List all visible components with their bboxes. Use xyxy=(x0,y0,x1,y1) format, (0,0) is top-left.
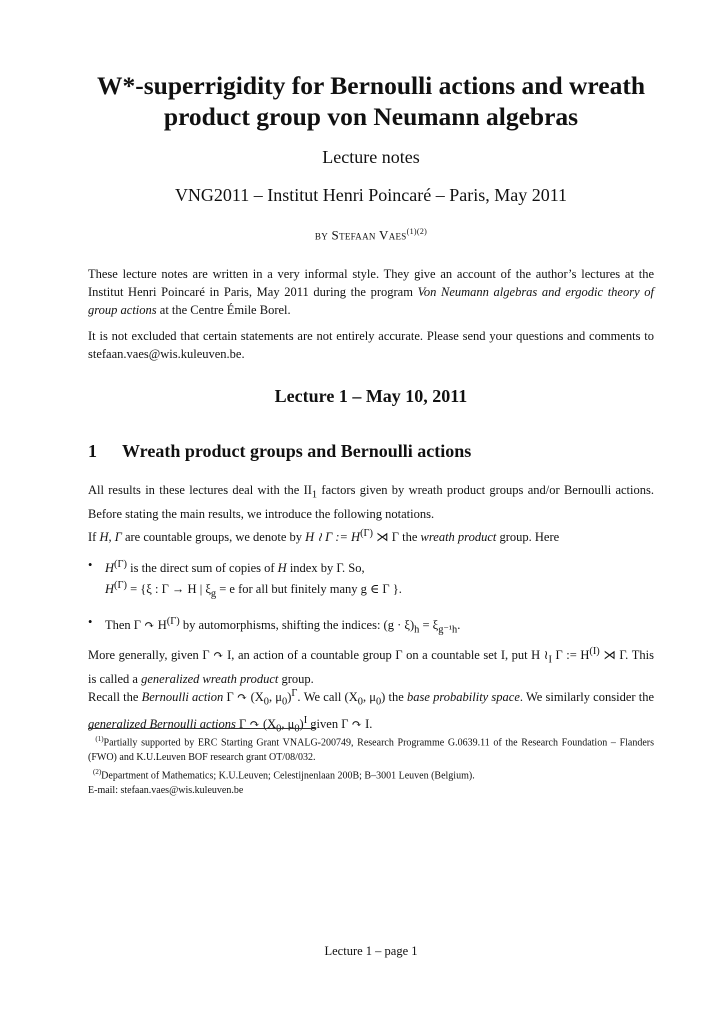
footnote-1 xyxy=(88,732,654,765)
subscript: 0 xyxy=(276,723,282,735)
list-item xyxy=(88,613,654,640)
subscript: I xyxy=(548,654,552,666)
footnote-email: E-mail: stefaan.vaes@wis.kuleuven.be xyxy=(88,785,244,797)
subscript: 0 xyxy=(375,696,382,708)
intro-text: These lecture notes are written in a very informal style. They give an account of the author’s lectures at the Institut Henri Poincaré in Paris, May 2011 during the program xyxy=(88,267,654,299)
superscript: (Γ) xyxy=(360,528,374,539)
body-text: group. xyxy=(278,671,314,686)
intro-paragraph-2: It is not excluded that certain statements are not entirely accurate. Please send your questions and comments to stefaan.vaes@wis.kuleuven.be. xyxy=(88,329,654,361)
venue-line: VNG2011 – Institut Henri Poincaré – Paris, May 2011 xyxy=(174,185,568,205)
footnotes xyxy=(88,732,654,799)
footnote-2 xyxy=(88,765,654,784)
section-title: Wreath product groups and Bernoulli actions xyxy=(122,441,472,461)
footnote-mark: (1) xyxy=(95,735,104,743)
body-text: All results in these lectures deal with the II xyxy=(88,483,312,497)
footnote-text: Department of Mathematics; K.U.Leuven; Celestijnenlaan 200B; B–3001 Leuven (Belgium). xyxy=(101,770,475,782)
math-inline: H xyxy=(105,582,115,597)
math-inline: H xyxy=(277,561,287,576)
bullet-list xyxy=(88,556,654,648)
section-heading xyxy=(88,441,654,462)
section-number: 1 xyxy=(88,441,97,461)
author-name: by Stefaan Vaes xyxy=(314,227,407,243)
body-text: . We call (X xyxy=(297,690,358,705)
math-inline: H, Γ xyxy=(99,530,122,545)
body-text: If xyxy=(88,530,100,545)
superscript: (Γ) xyxy=(114,580,127,592)
page-footer: Lecture 1 – page 1 xyxy=(324,944,418,958)
body-text: ) xyxy=(299,716,304,731)
emphasis: Bernoulli action xyxy=(141,690,224,705)
superscript: I xyxy=(303,714,308,726)
program-name: Von Neumann algebras and ergodic theory of group actions xyxy=(88,285,654,317)
body-text: ) xyxy=(287,690,292,705)
body-text: Then Γ ↷ H xyxy=(105,617,167,632)
body-text: Γ ↷ (X xyxy=(235,716,277,731)
body-paragraph-1 xyxy=(88,481,654,523)
body-text: Recall the xyxy=(88,690,142,705)
body-text: ⋊ Γ. This is called a xyxy=(88,648,654,686)
subscript: 0 xyxy=(294,723,300,735)
superscript: Γ xyxy=(291,688,298,699)
body-text: is the direct sum of copies of xyxy=(126,561,278,576)
body-text: factors given by wreath product groups and/or Bernoulli actions. Before stating the main results, we introduce the following notations. xyxy=(88,483,654,521)
body-text: , μ xyxy=(268,690,283,705)
list-item xyxy=(88,556,654,604)
body-text: = ξ xyxy=(419,617,439,632)
paper-subtitle: Lecture notes xyxy=(322,147,420,167)
superscript: (I) xyxy=(589,646,600,657)
subscript: 0 xyxy=(357,696,363,708)
body-text: Γ := H xyxy=(551,648,590,663)
author-footnote-marks: (1)(2) xyxy=(406,227,428,236)
footnote-text: Partially supported by ERC Starting Grant VNALG-200749, Research Programme G.0639.11 of the Research Foundation – Flanders (FWO) and K.U.Leuven BOF research grant OT/08/032. xyxy=(88,737,655,763)
lecture-heading: Lecture 1 – May 10, 2011 xyxy=(274,386,468,406)
body-text: Γ ↷ (X xyxy=(223,690,264,705)
body-paragraph-2 xyxy=(88,525,654,546)
body-text: by automorphisms, shifting the indices: (g · ξ) xyxy=(179,617,415,632)
math-inline: ⋊ Γ xyxy=(373,530,400,545)
footnote-mark: (2) xyxy=(93,768,102,777)
body-text: , μ xyxy=(362,690,376,705)
subscript: g xyxy=(210,588,217,600)
emphasis: generalized Bernoulli actions xyxy=(88,716,236,731)
superscript: (Γ) xyxy=(114,559,127,570)
body-text: the xyxy=(399,530,421,545)
math-inline: = {ξ : Γ → H | ξ xyxy=(126,582,211,597)
subscript: g⁻¹h xyxy=(438,624,458,636)
body-text: are countable groups, we denote by xyxy=(121,530,306,545)
body-text: given Γ ↷ I. xyxy=(307,716,373,731)
math-inline: H xyxy=(105,561,115,576)
subscript: 1 xyxy=(311,489,318,501)
emphasis: wreath product xyxy=(420,530,497,545)
body-text: . xyxy=(457,617,461,632)
subscript: h xyxy=(414,624,420,636)
intro-paragraph-1 xyxy=(88,265,654,319)
body-paragraph-4 xyxy=(88,685,654,738)
body-text: group. Here xyxy=(496,530,560,545)
emphasis: generalized wreath product xyxy=(141,671,279,686)
subscript: 0 xyxy=(282,696,288,708)
footnote-divider xyxy=(88,728,316,729)
intro-text-end: at the Centre Émile Borel. xyxy=(156,303,291,317)
superscript: (Γ) xyxy=(166,615,180,627)
body-text: ) the xyxy=(381,690,408,705)
author-byline xyxy=(88,227,654,243)
subscript: 0 xyxy=(263,696,269,708)
math-inline: H ≀ Γ := H xyxy=(305,530,361,545)
body-text: index by Γ. So, xyxy=(286,561,365,576)
emphasis: base probability space xyxy=(407,690,520,705)
body-text: , μ xyxy=(281,716,295,731)
body-paragraph-3 xyxy=(88,643,654,688)
body-text: More generally, given Γ ↷ I, an action of a countable group Γ on a countable set I, put H ≀ xyxy=(88,648,549,663)
body-text: . We similarly consider the xyxy=(519,690,655,705)
paper-title: W*-superrigidity for Bernoulli actions and wreath product group von Neumann algebras xyxy=(96,71,646,131)
math-inline: = e for all but finitely many g ∈ Γ }. xyxy=(216,582,402,597)
